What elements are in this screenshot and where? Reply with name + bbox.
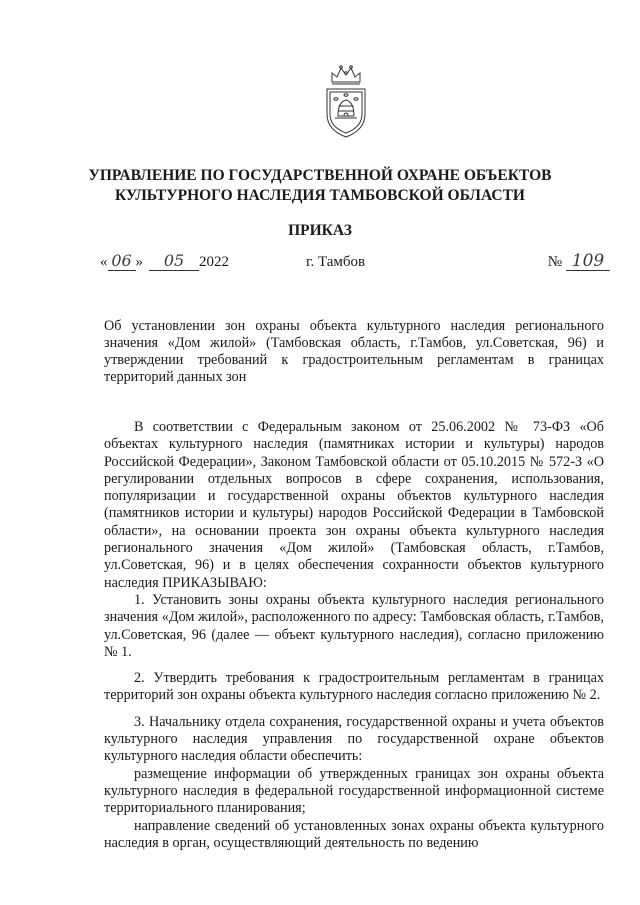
date-year: 2022 <box>199 254 229 270</box>
organization-name <box>0 166 640 206</box>
org-line-2: КУЛЬТУРНОГО НАСЛЕДИЯ ТАМБОВСКОЙ ОБЛАСТИ <box>115 187 525 204</box>
date-day: 06 <box>108 252 136 271</box>
city: г. Тамбов <box>306 254 366 270</box>
item-3a-paragraph: размещение информации об утвержденных границах зон охраны объекта культурного наследия в федеральной государственной информационной системе территориального планирования; <box>104 765 604 817</box>
order-date <box>100 252 229 271</box>
item-2-paragraph: 2. Утвердить требования к градостроительным регламентам в границах территорий зон охраны объекта культурного наследия согласно приложению № 2. <box>104 670 604 704</box>
number-label: № <box>547 254 562 270</box>
date-close-quote: » <box>135 254 143 270</box>
order-subject: Об установлении зон охраны объекта культурного наследия регионального значения «Дом жилой» (Тамбовская область, г.Тамбов, ул.Советская, 96) и утверждении требований к градостроительным регламентам в границах территорий данных зон <box>104 318 604 385</box>
org-line-1: УПРАВЛЕНИЕ ПО ГОСУДАРСТВЕННОЙ ОХРАНЕ ОБЪЕКТОВ <box>88 167 552 184</box>
dateline <box>100 249 610 275</box>
coat-of-arms-icon <box>323 62 369 140</box>
item-3b-paragraph: направление сведений об установленных зонах охраны объекта культурного наследия в орган, осуществляющий деятельность по ведению <box>104 817 604 851</box>
preamble-paragraph: В соответствии с Федеральным законом от 25.06.2002 № 73-ФЗ «Об объектах культурного наследия (памятниках истории и культуры) народов Российской Федерации», Законом Тамбовской области от 05.10.2015 № 572-З «О регулировании отдельных вопросов в сфере сохранения, использования, популяризации и государственной охраны объектов культурного наследия (памятников истории и культуры) народов Российской Федерации в Тамбовской области», на основании проекта зон охраны объекта культурного наследия регионального значения «Дом жилой» (Тамбовская область, г.Тамбов, ул.Советская, 96) и в целях обеспечения сохранности объектов культурного наследия ПРИКАЗЫВАЮ: <box>104 419 604 591</box>
document-type: ПРИКАЗ <box>288 222 352 239</box>
number-value: 109 <box>566 252 610 271</box>
date-month: 05 <box>149 252 199 271</box>
order-body <box>104 419 604 852</box>
item-3-paragraph: 3. Начальнику отдела сохранения, государственной охраны и учета объектов культурного наследия управления по государственной охране объектов культурного наследия области обеспечить: <box>104 713 604 765</box>
item-1-paragraph: 1. Установить зоны охраны объекта культурного наследия регионального значения «Дом жилой», расположенного по адресу: Тамбовская область, г.Тамбов, ул.Советская, 96 (далее — объект культурного наследия), согласно приложению № 1. <box>104 591 604 660</box>
order-number <box>548 252 610 271</box>
date-open-quote: « <box>100 254 108 270</box>
